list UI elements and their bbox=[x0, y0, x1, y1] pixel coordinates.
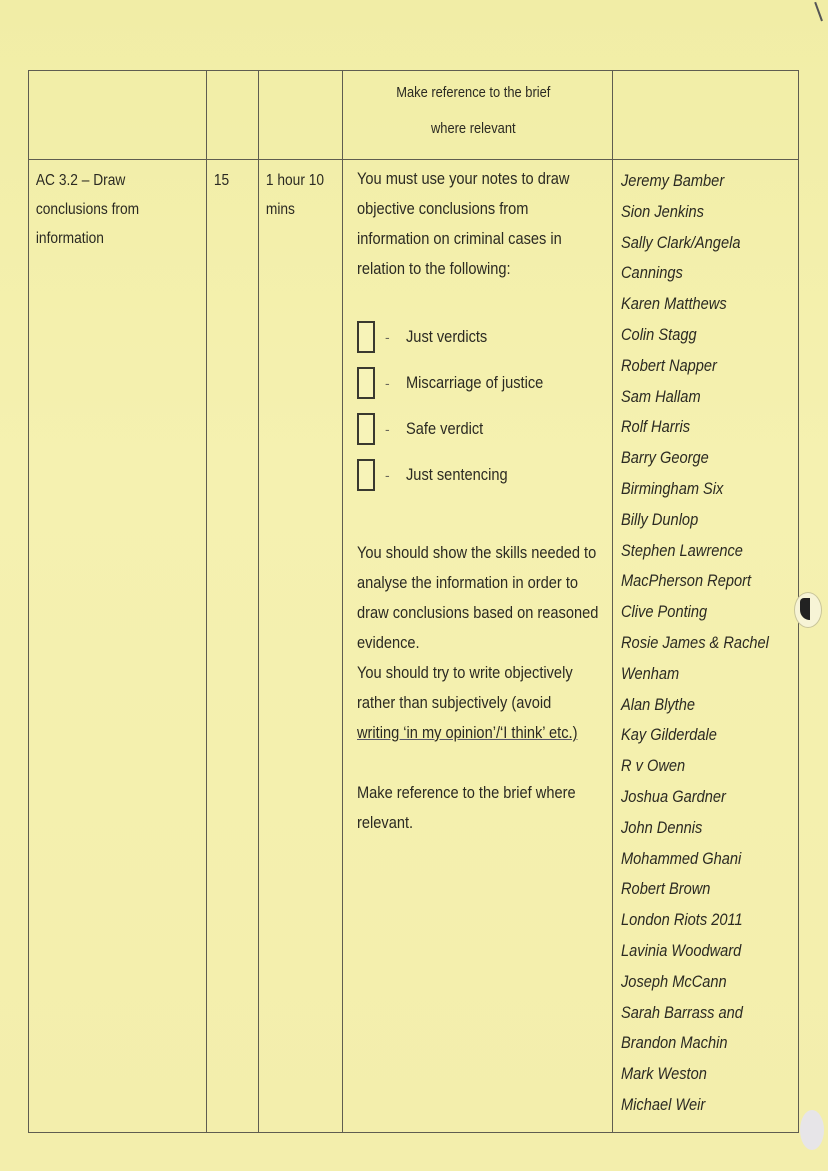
skills-line: analyse the information in order to bbox=[357, 573, 579, 592]
skills-paragraph bbox=[357, 538, 599, 658]
skills-line: You should show the skills needed to bbox=[357, 543, 597, 562]
header-cell-marks bbox=[207, 71, 259, 160]
pen-mark bbox=[801, 2, 823, 26]
case-name: Sarah Barrass and bbox=[621, 1002, 743, 1022]
header-cell-time bbox=[259, 71, 343, 160]
objective-line: You should try to write objectively bbox=[357, 663, 573, 682]
reference-line: Make reference to the brief where bbox=[357, 783, 576, 802]
case-name: MacPherson Report bbox=[621, 571, 752, 591]
intro-line: You must use your notes to draw bbox=[357, 169, 570, 188]
bullet-dash-icon: - bbox=[385, 329, 390, 345]
case-name: Wenham bbox=[621, 663, 680, 683]
header-cell-instructions bbox=[343, 71, 613, 160]
case-name: John Dennis bbox=[621, 817, 703, 837]
assessment-table bbox=[28, 70, 799, 1133]
checklist-label: Safe verdict bbox=[405, 419, 483, 438]
skills-line: evidence. bbox=[357, 633, 420, 652]
checklist-label: Just verdicts bbox=[405, 327, 487, 346]
case-name: Joshua Gardner bbox=[621, 786, 726, 806]
intro-line: relation to the following: bbox=[357, 259, 511, 278]
case-name: Brandon Machin bbox=[621, 1033, 728, 1053]
case-name: Kay Gilderdale bbox=[621, 725, 717, 745]
checklist-label: Just sentencing bbox=[405, 465, 508, 484]
checklist-item[interactable] bbox=[357, 314, 608, 360]
criterion-line: AC 3.2 – Draw bbox=[35, 172, 126, 189]
instructions-cell bbox=[343, 160, 613, 1133]
objective-line: writing ‘in my opinion’/‘I think’ etc.) bbox=[357, 723, 578, 742]
header-cell-criterion bbox=[29, 71, 207, 160]
case-name: Stephen Lawrence bbox=[621, 540, 743, 560]
case-name: London Riots 2011 bbox=[621, 910, 743, 930]
criterion-line: conclusions from bbox=[35, 201, 140, 218]
time-line: mins bbox=[265, 201, 295, 218]
case-name: Sally Clark/Angela bbox=[621, 232, 741, 252]
intro-line: objective conclusions from bbox=[357, 199, 529, 218]
marks-value: 15 bbox=[213, 172, 230, 189]
case-list bbox=[613, 160, 798, 1121]
objective-paragraph bbox=[357, 658, 578, 748]
case-name: Karen Matthews bbox=[621, 294, 727, 314]
checkbox-icon[interactable] bbox=[357, 321, 375, 353]
checkbox-icon[interactable] bbox=[357, 459, 375, 491]
case-name: Sam Hallam bbox=[621, 386, 701, 406]
case-name: Rosie James & Rachel bbox=[621, 632, 769, 652]
case-name: Jeremy Bamber bbox=[621, 171, 725, 190]
header-cell-cases bbox=[613, 71, 799, 160]
case-name: Billy Dunlop bbox=[621, 509, 699, 529]
case-name: Michael Weir bbox=[621, 1094, 706, 1114]
case-name: Alan Blythe bbox=[621, 694, 695, 714]
cases-cell bbox=[613, 160, 799, 1133]
checklist-label: Miscarriage of justice bbox=[405, 373, 543, 392]
case-name: Joseph McCann bbox=[621, 971, 727, 991]
marks-cell bbox=[207, 160, 259, 1133]
punch-hole bbox=[800, 1110, 824, 1150]
checklist-item[interactable] bbox=[357, 452, 608, 498]
criterion-line: information bbox=[35, 230, 104, 247]
case-name: Barry George bbox=[621, 448, 709, 468]
case-name: Colin Stagg bbox=[621, 324, 697, 344]
objective-line: rather than subjectively (avoid bbox=[357, 693, 552, 712]
skills-line: draw conclusions based on reasoned bbox=[357, 603, 599, 622]
reference-paragraph bbox=[357, 778, 576, 838]
case-name: Robert Napper bbox=[621, 355, 717, 375]
reference-line: relevant. bbox=[357, 813, 414, 832]
case-name: Cannings bbox=[621, 263, 683, 283]
case-name: Birmingham Six bbox=[621, 478, 724, 498]
case-name: Clive Ponting bbox=[621, 602, 708, 622]
content-row bbox=[29, 160, 799, 1133]
time-line: 1 hour 10 bbox=[265, 172, 325, 189]
case-name: Mohammed Ghani bbox=[621, 848, 742, 868]
bullet-dash-icon: - bbox=[385, 375, 390, 391]
bullet-dash-icon: - bbox=[385, 467, 390, 483]
case-name: Robert Brown bbox=[621, 879, 711, 899]
criterion-cell bbox=[29, 160, 207, 1133]
bullet-dash-icon: - bbox=[385, 421, 390, 437]
checklist-item[interactable] bbox=[357, 360, 608, 406]
intro-line: information on criminal cases in bbox=[357, 229, 562, 248]
header-row bbox=[29, 71, 799, 160]
intro-paragraph bbox=[357, 164, 573, 284]
case-name: Rolf Harris bbox=[621, 417, 691, 437]
checkbox-icon[interactable] bbox=[357, 413, 375, 445]
header-line: Make reference to the brief bbox=[396, 84, 551, 101]
case-name: Lavinia Woodward bbox=[621, 940, 742, 960]
time-cell bbox=[259, 160, 343, 1133]
header-line: where relevant bbox=[430, 120, 516, 137]
case-name: R v Owen bbox=[621, 756, 686, 776]
checkbox-icon[interactable] bbox=[357, 367, 375, 399]
case-name: Mark Weston bbox=[621, 1064, 707, 1084]
case-name: Sion Jenkins bbox=[621, 201, 704, 221]
checklist bbox=[357, 314, 608, 498]
checklist-item[interactable] bbox=[357, 406, 608, 452]
